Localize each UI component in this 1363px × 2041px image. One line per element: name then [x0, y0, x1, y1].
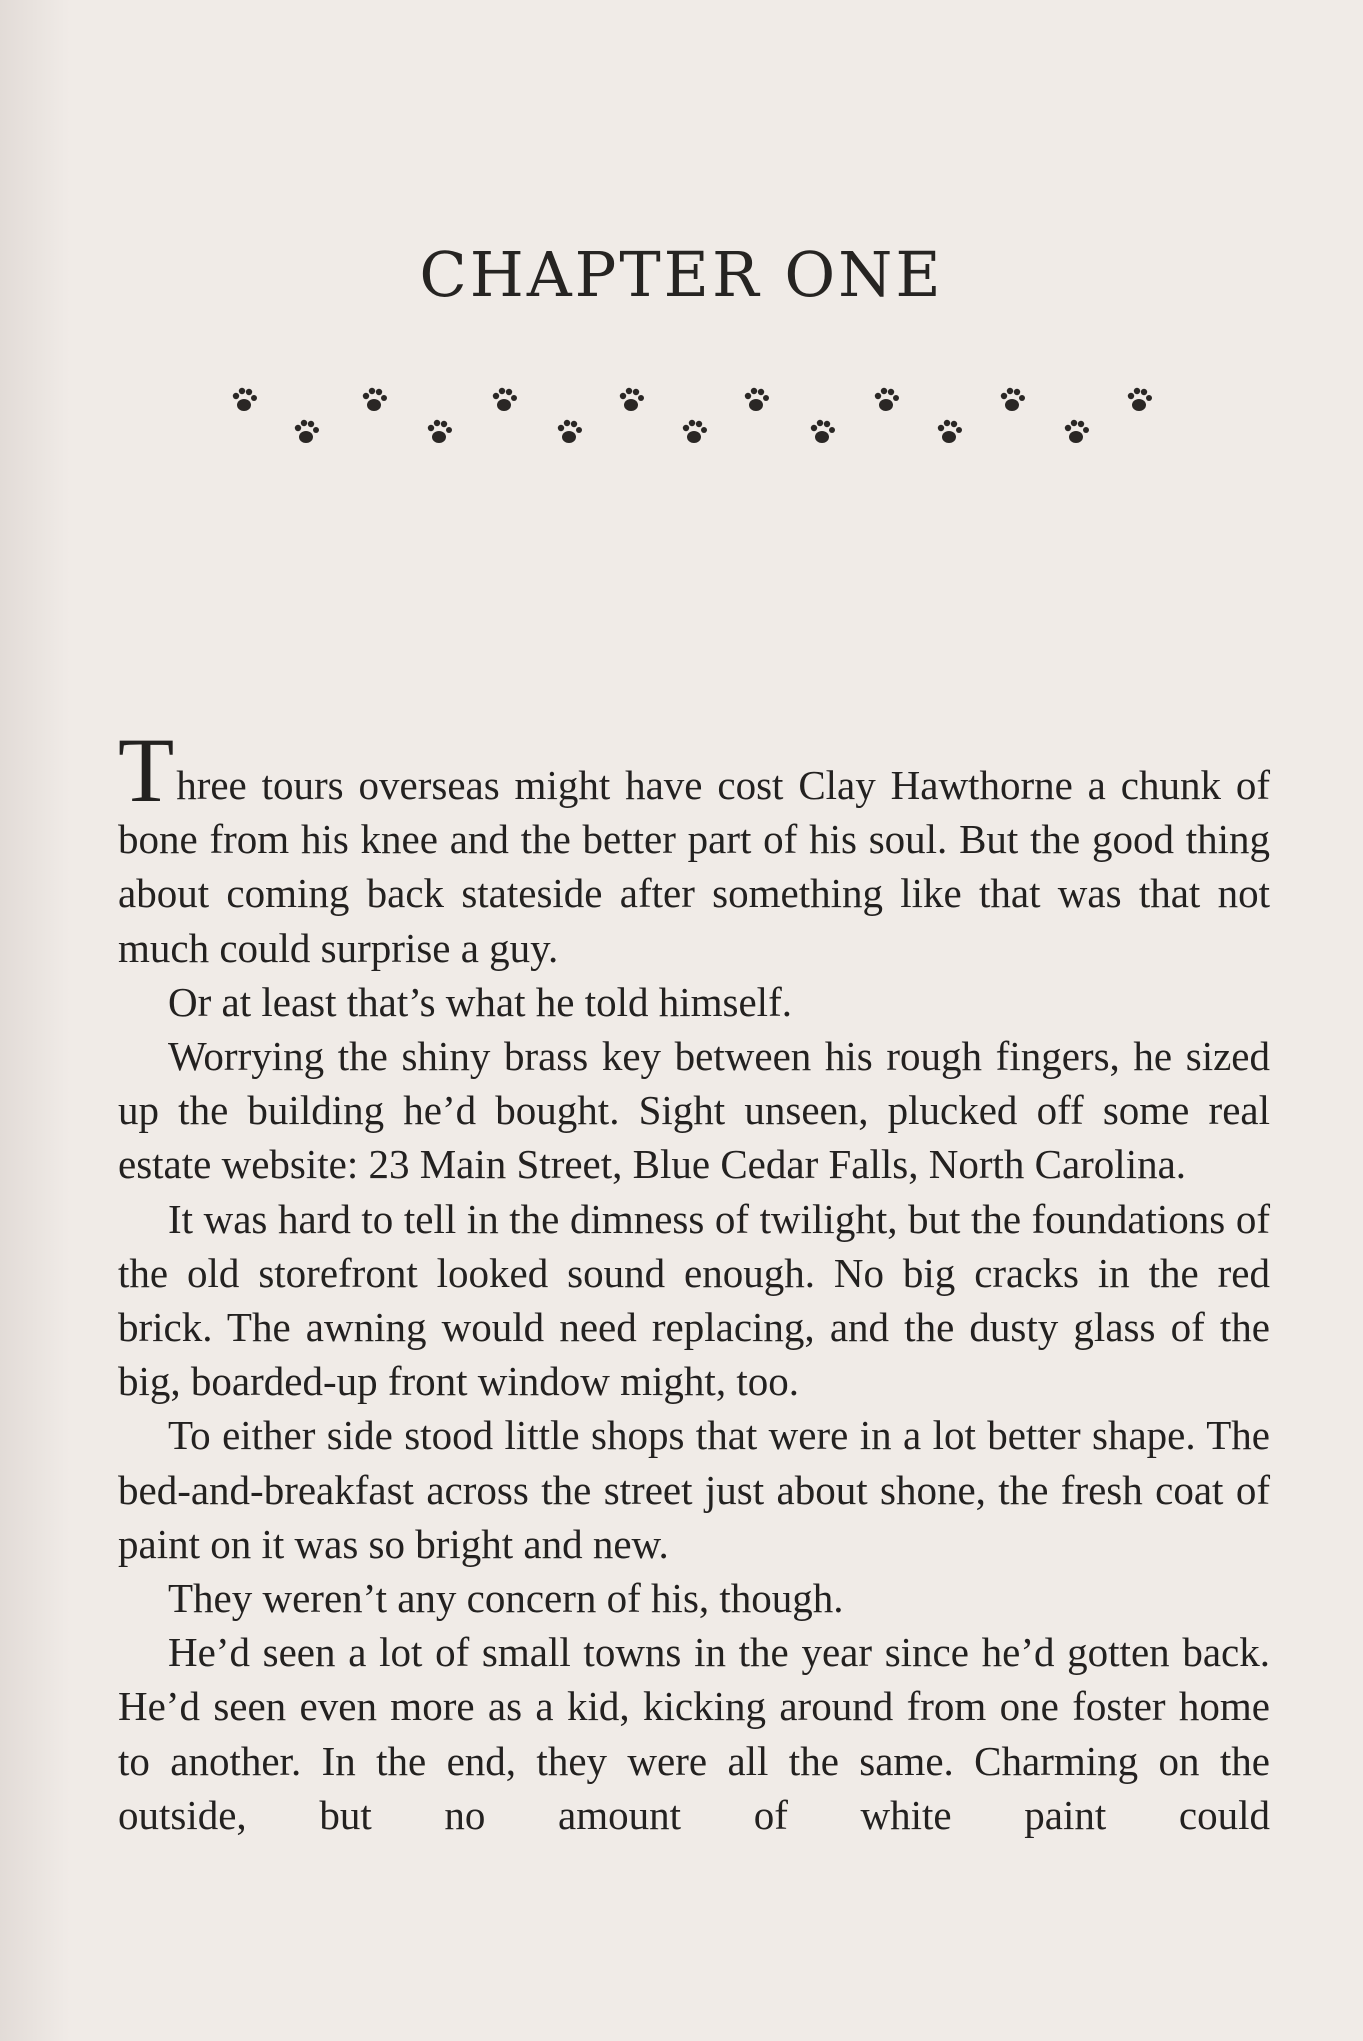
paw-print-icon [935, 417, 965, 447]
paragraph: They weren’t any concern of his, though. [168, 1575, 844, 1622]
paw-print-icon [1125, 385, 1155, 415]
paw-print-icon [230, 385, 260, 415]
paragraph: To either side stood little shops that were in a lot better shape. The bed-and-breakfast across the street just about shone, the fresh coat of paint on it was so bright and new. [118, 1412, 1270, 1567]
paragraph: It was hard to tell in the dimness of twilight, but the foundations of the old storefront looked sound enough. No big cracks in the red brick. The awning would need replacing, and the dusty glass of the big, boarded-up front window might, too. [118, 1195, 1270, 1405]
paw-print-icon [360, 385, 390, 415]
paw-print-icon [490, 385, 520, 415]
paw-print-icon [1062, 417, 1092, 447]
paw-print-icon [292, 417, 322, 447]
paragraph: Or at least that’s what he told himself. [168, 978, 792, 1025]
drop-cap: T [118, 719, 175, 821]
paragraph: Worrying the shiny brass key between his rough fingers, he sized up the building he’d bought. Sight unseen, plucked off some real estate website: 23 Main Street, Blue Cedar Falls, North Carolina. [118, 1033, 1270, 1188]
paragraph-text: hree tours overseas might have cost Clay Hawthorne a chunk of bone from his knee and the better part of his soul. But the good thing about coming back stateside after something like that was that not much could surprise a guy. [118, 762, 1270, 971]
paw-print-icon [742, 385, 772, 415]
paw-print-icon [998, 385, 1028, 415]
paw-print-icon [872, 385, 902, 415]
paw-print-icon [808, 417, 838, 447]
chapter-body [118, 719, 1270, 1842]
paw-print-icon [680, 417, 710, 447]
paw-print-icon [617, 385, 647, 415]
paw-print-icon [425, 417, 455, 447]
chapter-title: CHAPTER ONE [419, 238, 944, 311]
paw-print-ornament [230, 385, 1150, 455]
paragraph: He’d seen a lot of small towns in the year since he’d gotten back. He’d seen even more as a kid, kicking around from one foster home to another. In the end, they were all the same. Charming on the outside, but no amount of white paint could [118, 1629, 1270, 1838]
paragraph [118, 719, 1270, 975]
paw-print-icon [555, 417, 585, 447]
